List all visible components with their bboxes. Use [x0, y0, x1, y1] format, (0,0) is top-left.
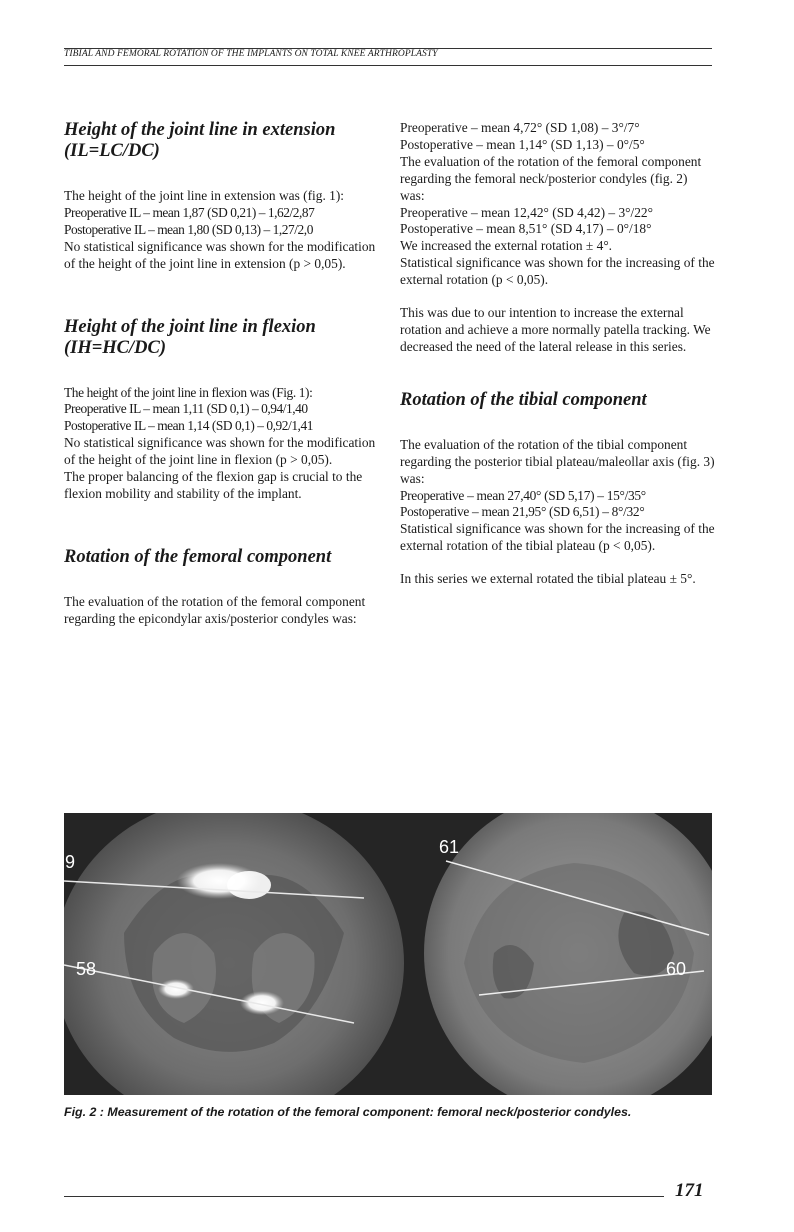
stat-line: Postoperative – mean 21,95° (SD 6,51) – 8°/32° — [400, 504, 645, 520]
running-head: TIBIAL AND FEMORAL ROTATION OF THE IMPLANTS ON TOTAL KNEE ARTHROPLASTY — [64, 49, 438, 59]
paragraph: The evaluation of the rotation of the femoral component regarding the epicondylar axis/posterior condyles was: — [64, 593, 366, 626]
section-heading-flexion: Height of the joint line in flexion (IH=HC/DC) — [64, 316, 316, 358]
figure-label-61: 61 — [439, 837, 460, 857]
paragraph: In this series we external rotated the tibial plateau ± 5°. — [400, 571, 696, 587]
stat-line: Postoperative – mean 8,51° (SD 4,17) – 0°/18° — [400, 221, 652, 237]
caption-label: Fig. 2 : — [64, 1105, 104, 1119]
stat-line: Postoperative IL – mean 1,80 (SD 0,13) – 1,27/2,0 — [64, 221, 313, 237]
section-heading-tibial-rotation: Rotation of the tibial component — [400, 389, 647, 410]
paragraph: The height of the joint line in flexion was (Fig. 1): — [64, 384, 313, 400]
stat-line: Preoperative IL – mean 1,11 (SD 0,1) – 0,94/1,40 — [64, 401, 308, 417]
ct-scan-figure — [64, 813, 712, 1095]
paragraph: Statistical significance was shown for the increasing of the external rotation of the tibial plateau (p < 0,05). — [400, 521, 715, 554]
stat-line: Preoperative – mean 12,42° (SD 4,42) – 3°/22° — [400, 204, 653, 220]
figure-label-left-top: 9 — [65, 852, 76, 872]
paragraph: The evaluation of the rotation of the femoral component regarding the femoral neck/posterior condyles (fig. 2) was: — [400, 153, 702, 203]
paragraph: Statistical significance was shown for the increasing of the external rotation (p < 0,05). — [400, 255, 715, 288]
figure-label-58: 58 — [76, 959, 97, 979]
stat-line: Preoperative – mean 27,40° (SD 5,17) – 15°/35° — [400, 487, 646, 503]
page-number: 171 — [675, 1180, 704, 1201]
stat-line: Preoperative IL – mean 1,87 (SD 0,21) – 1,62/2,87 — [64, 204, 315, 220]
ct-scan-image — [64, 813, 712, 1095]
paragraph: The height of the joint line in extension was (fig. 1): — [64, 188, 345, 203]
figure-caption — [64, 1104, 714, 1120]
right-column — [400, 120, 715, 588]
section-heading-extension: Height of the joint line in extension (IL=LC/DC) — [64, 120, 336, 161]
stat-line: Preoperative – mean 4,72° (SD 1,08) – 3°/7° — [400, 120, 640, 135]
header-rule-bottom — [64, 65, 712, 66]
paragraph: We increased the external rotation ± 4°. — [400, 238, 613, 254]
paragraph: No statistical significance was shown for the modification of the height of the joint line in flexion (p > 0,05). — [64, 435, 376, 468]
stat-line: Postoperative – mean 1,14° (SD 1,13) – 0°/5° — [400, 136, 645, 152]
footer-rule — [64, 1196, 664, 1197]
paragraph: The proper balancing of the flexion gap is crucial to the flexion mobility and stability of the implant. — [64, 469, 363, 501]
section-heading-femoral-rotation: Rotation of the femoral component — [64, 546, 332, 567]
figure-label-60: 60 — [666, 959, 687, 979]
paragraph: The evaluation of the rotation of the tibial component regarding the posterior tibial plateau/maleollar axis (fig. 3) was: — [400, 436, 715, 486]
left-column — [64, 120, 379, 628]
paragraph: This was due to our intention to increase the external rotation and achieve a more normally patella tracking. We decreased the need of the lateral release in this series. — [400, 305, 711, 354]
paragraph: No statistical significance was shown for the modification of the height of the joint line in extension (p > 0,05). — [64, 238, 376, 271]
caption-text: Measurement of the rotation of the femoral component: femoral neck/posterior condyles. — [107, 1105, 632, 1119]
stat-line: Postoperative IL – mean 1,14 (SD 0,1) – 0,92/1,41 — [64, 418, 313, 434]
